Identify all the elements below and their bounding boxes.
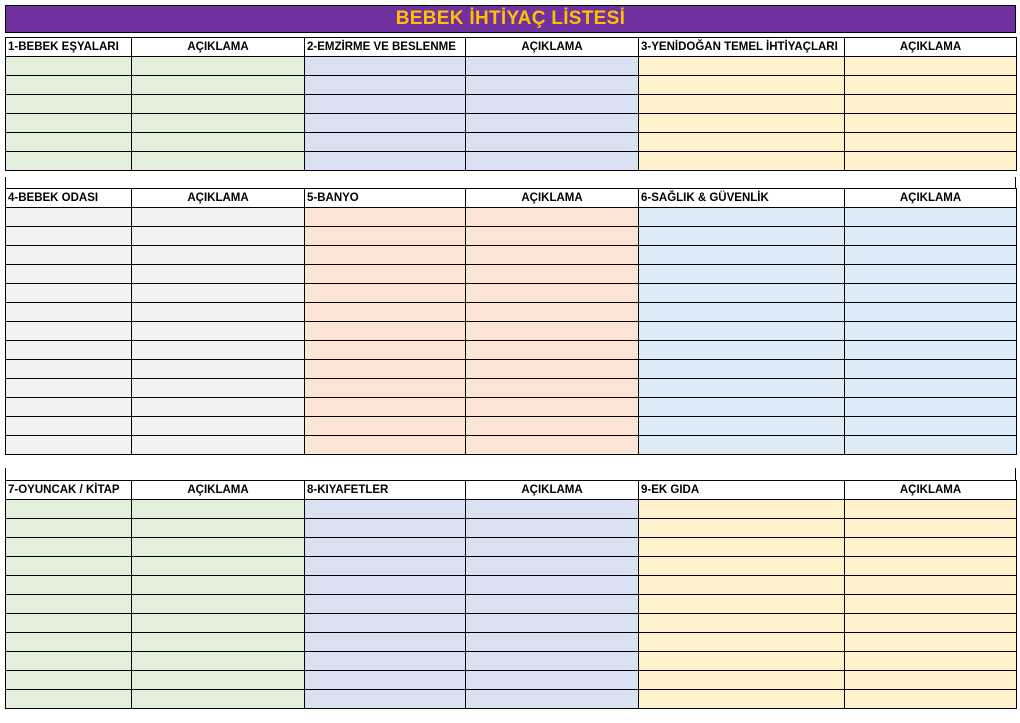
description-cell[interactable] <box>466 633 639 652</box>
block-separator <box>5 468 1016 480</box>
description-cell[interactable] <box>845 614 1017 633</box>
table-row <box>6 417 1017 436</box>
description-header: AÇIKLAMA <box>845 38 1017 57</box>
sheet-title: BEBEK İHTİYAÇ LİSTESİ <box>5 5 1016 33</box>
description-cell[interactable] <box>132 436 305 455</box>
description-cell[interactable] <box>466 671 639 690</box>
item-cell[interactable] <box>305 671 466 690</box>
item-cell[interactable] <box>639 360 845 379</box>
item-cell[interactable] <box>305 95 466 114</box>
item-cell[interactable] <box>639 133 845 152</box>
description-cell[interactable] <box>466 360 639 379</box>
item-cell[interactable] <box>639 398 845 417</box>
description-cell[interactable] <box>845 690 1017 709</box>
description-cell[interactable] <box>132 303 305 322</box>
item-cell[interactable] <box>305 417 466 436</box>
table-row <box>6 690 1017 709</box>
item-cell[interactable] <box>305 538 466 557</box>
item-cell[interactable] <box>305 576 466 595</box>
description-cell[interactable] <box>466 133 639 152</box>
block-header-row <box>6 481 1017 500</box>
description-cell[interactable] <box>845 398 1017 417</box>
table-row <box>6 284 1017 303</box>
description-cell[interactable] <box>845 500 1017 519</box>
description-cell[interactable] <box>845 379 1017 398</box>
item-cell[interactable] <box>305 208 466 227</box>
item-cell[interactable] <box>305 614 466 633</box>
item-cell[interactable] <box>305 265 466 284</box>
description-cell[interactable] <box>466 322 639 341</box>
description-cell[interactable] <box>132 379 305 398</box>
table-row <box>6 322 1017 341</box>
description-cell[interactable] <box>132 500 305 519</box>
description-cell[interactable] <box>845 417 1017 436</box>
category-block-2 <box>5 188 1017 455</box>
item-cell[interactable] <box>6 284 132 303</box>
description-cell[interactable] <box>845 95 1017 114</box>
description-cell[interactable] <box>845 671 1017 690</box>
item-cell[interactable] <box>6 303 132 322</box>
category-header: 9-EK GIDA <box>639 481 845 500</box>
description-header: AÇIKLAMA <box>845 189 1017 208</box>
item-cell[interactable] <box>6 95 132 114</box>
table-row <box>6 519 1017 538</box>
description-cell[interactable] <box>466 519 639 538</box>
description-cell[interactable] <box>845 341 1017 360</box>
table-row <box>6 398 1017 417</box>
item-cell[interactable] <box>639 417 845 436</box>
description-header: AÇIKLAMA <box>845 481 1017 500</box>
description-cell[interactable] <box>466 76 639 95</box>
description-cell[interactable] <box>466 265 639 284</box>
item-cell[interactable] <box>6 246 132 265</box>
item-cell[interactable] <box>639 303 845 322</box>
description-cell[interactable] <box>132 633 305 652</box>
table-row <box>6 114 1017 133</box>
description-cell[interactable] <box>132 538 305 557</box>
description-header: AÇIKLAMA <box>466 38 639 57</box>
category-header: 1-BEBEK EŞYALARI <box>6 38 132 57</box>
table-row <box>6 57 1017 76</box>
description-cell[interactable] <box>132 398 305 417</box>
item-cell[interactable] <box>639 633 845 652</box>
description-cell[interactable] <box>466 246 639 265</box>
table-row <box>6 595 1017 614</box>
description-cell[interactable] <box>132 341 305 360</box>
description-cell[interactable] <box>845 76 1017 95</box>
item-cell[interactable] <box>6 76 132 95</box>
table-row <box>6 576 1017 595</box>
item-cell[interactable] <box>639 519 845 538</box>
item-cell[interactable] <box>305 133 466 152</box>
table-row <box>6 557 1017 576</box>
item-cell[interactable] <box>6 133 132 152</box>
description-header: AÇIKLAMA <box>132 189 305 208</box>
description-cell[interactable] <box>466 614 639 633</box>
item-cell[interactable] <box>6 208 132 227</box>
table-row <box>6 671 1017 690</box>
item-cell[interactable] <box>305 303 466 322</box>
description-cell[interactable] <box>845 303 1017 322</box>
description-cell[interactable] <box>132 519 305 538</box>
category-header: 7-OYUNCAK / KİTAP <box>6 481 132 500</box>
category-block-3 <box>5 480 1017 709</box>
description-cell[interactable] <box>845 133 1017 152</box>
item-cell[interactable] <box>6 114 132 133</box>
item-cell[interactable] <box>639 500 845 519</box>
table-row <box>6 152 1017 171</box>
description-cell[interactable] <box>132 114 305 133</box>
table-row <box>6 76 1017 95</box>
item-cell[interactable] <box>6 57 132 76</box>
item-cell[interactable] <box>639 690 845 709</box>
item-cell[interactable] <box>6 690 132 709</box>
item-cell[interactable] <box>639 576 845 595</box>
item-cell[interactable] <box>639 341 845 360</box>
item-cell[interactable] <box>305 500 466 519</box>
description-cell[interactable] <box>466 557 639 576</box>
description-cell[interactable] <box>132 690 305 709</box>
table-row <box>6 436 1017 455</box>
description-cell[interactable] <box>845 519 1017 538</box>
category-header: 2-EMZİRME VE BESLENME <box>305 38 466 57</box>
category-header: 8-KIYAFETLER <box>305 481 466 500</box>
item-cell[interactable] <box>6 576 132 595</box>
item-cell[interactable] <box>639 284 845 303</box>
item-cell[interactable] <box>639 614 845 633</box>
description-cell[interactable] <box>132 595 305 614</box>
category-header: 5-BANYO <box>305 189 466 208</box>
description-cell[interactable] <box>132 57 305 76</box>
table-row <box>6 208 1017 227</box>
table-row <box>6 360 1017 379</box>
item-cell[interactable] <box>305 398 466 417</box>
item-cell[interactable] <box>6 500 132 519</box>
item-cell[interactable] <box>639 246 845 265</box>
description-cell[interactable] <box>466 114 639 133</box>
description-cell[interactable] <box>845 246 1017 265</box>
description-cell[interactable] <box>845 322 1017 341</box>
item-cell[interactable] <box>6 614 132 633</box>
description-cell[interactable] <box>132 152 305 171</box>
item-cell[interactable] <box>305 114 466 133</box>
description-cell[interactable] <box>466 57 639 76</box>
category-block-1 <box>5 37 1017 171</box>
description-cell[interactable] <box>132 246 305 265</box>
description-cell[interactable] <box>466 208 639 227</box>
description-cell[interactable] <box>845 152 1017 171</box>
item-cell[interactable] <box>305 152 466 171</box>
description-cell[interactable] <box>845 633 1017 652</box>
item-cell[interactable] <box>305 360 466 379</box>
item-cell[interactable] <box>305 436 466 455</box>
item-cell[interactable] <box>6 633 132 652</box>
category-header: 4-BEBEK ODASI <box>6 189 132 208</box>
item-cell[interactable] <box>305 322 466 341</box>
block-header-row <box>6 38 1017 57</box>
description-cell[interactable] <box>466 500 639 519</box>
description-cell[interactable] <box>132 208 305 227</box>
item-cell[interactable] <box>305 557 466 576</box>
description-cell[interactable] <box>466 95 639 114</box>
item-cell[interactable] <box>6 538 132 557</box>
table-row <box>6 303 1017 322</box>
table-row <box>6 341 1017 360</box>
description-cell[interactable] <box>132 322 305 341</box>
description-cell[interactable] <box>466 576 639 595</box>
description-cell[interactable] <box>132 227 305 246</box>
table-row <box>6 95 1017 114</box>
item-cell[interactable] <box>639 76 845 95</box>
description-cell[interactable] <box>132 95 305 114</box>
description-cell[interactable] <box>466 303 639 322</box>
item-cell[interactable] <box>305 379 466 398</box>
description-cell[interactable] <box>845 227 1017 246</box>
item-cell[interactable] <box>6 436 132 455</box>
description-header: AÇIKLAMA <box>466 481 639 500</box>
description-cell[interactable] <box>466 379 639 398</box>
description-cell[interactable] <box>132 284 305 303</box>
description-cell[interactable] <box>132 614 305 633</box>
description-cell[interactable] <box>466 538 639 557</box>
item-cell[interactable] <box>6 671 132 690</box>
description-cell[interactable] <box>132 360 305 379</box>
item-cell[interactable] <box>6 519 132 538</box>
block-header-row <box>6 189 1017 208</box>
item-cell[interactable] <box>639 538 845 557</box>
category-header: 6-SAĞLIK & GÜVENLİK <box>639 189 845 208</box>
description-cell[interactable] <box>466 436 639 455</box>
description-cell[interactable] <box>132 265 305 284</box>
description-cell[interactable] <box>132 671 305 690</box>
item-cell[interactable] <box>639 152 845 171</box>
table-row <box>6 500 1017 519</box>
description-cell[interactable] <box>466 595 639 614</box>
item-cell[interactable] <box>639 227 845 246</box>
description-cell[interactable] <box>132 576 305 595</box>
item-cell[interactable] <box>6 595 132 614</box>
item-cell[interactable] <box>305 246 466 265</box>
description-header: AÇIKLAMA <box>132 481 305 500</box>
item-cell[interactable] <box>6 341 132 360</box>
description-cell[interactable] <box>845 538 1017 557</box>
description-cell[interactable] <box>466 284 639 303</box>
description-cell[interactable] <box>466 417 639 436</box>
description-cell[interactable] <box>132 76 305 95</box>
item-cell[interactable] <box>305 690 466 709</box>
table-row <box>6 246 1017 265</box>
item-cell[interactable] <box>639 436 845 455</box>
description-cell[interactable] <box>845 595 1017 614</box>
item-cell[interactable] <box>639 114 845 133</box>
item-cell[interactable] <box>6 152 132 171</box>
description-cell[interactable] <box>132 652 305 671</box>
description-cell[interactable] <box>845 652 1017 671</box>
table-row <box>6 227 1017 246</box>
description-cell[interactable] <box>466 341 639 360</box>
description-header: AÇIKLAMA <box>466 189 639 208</box>
table-row <box>6 133 1017 152</box>
description-cell[interactable] <box>845 57 1017 76</box>
description-cell[interactable] <box>845 360 1017 379</box>
table-row <box>6 538 1017 557</box>
category-header: 3-YENİDOĞAN TEMEL İHTİYAÇLARI <box>639 38 845 57</box>
item-cell[interactable] <box>305 519 466 538</box>
item-cell[interactable] <box>639 208 845 227</box>
item-cell[interactable] <box>6 652 132 671</box>
description-cell[interactable] <box>132 133 305 152</box>
block-separator <box>5 177 1016 188</box>
description-cell[interactable] <box>845 576 1017 595</box>
item-cell[interactable] <box>639 652 845 671</box>
description-cell[interactable] <box>466 152 639 171</box>
description-cell[interactable] <box>132 417 305 436</box>
item-cell[interactable] <box>6 322 132 341</box>
item-cell[interactable] <box>6 417 132 436</box>
item-cell[interactable] <box>6 265 132 284</box>
item-cell[interactable] <box>305 284 466 303</box>
description-cell[interactable] <box>466 690 639 709</box>
item-cell[interactable] <box>639 95 845 114</box>
item-cell[interactable] <box>305 652 466 671</box>
item-cell[interactable] <box>305 227 466 246</box>
description-cell[interactable] <box>132 557 305 576</box>
description-cell[interactable] <box>466 227 639 246</box>
description-cell[interactable] <box>845 557 1017 576</box>
description-header: AÇIKLAMA <box>132 38 305 57</box>
item-cell[interactable] <box>305 76 466 95</box>
item-cell[interactable] <box>6 360 132 379</box>
item-cell[interactable] <box>305 633 466 652</box>
table-row <box>6 614 1017 633</box>
item-cell[interactable] <box>639 57 845 76</box>
table-row <box>6 652 1017 671</box>
table-row <box>6 633 1017 652</box>
item-cell[interactable] <box>305 341 466 360</box>
item-cell[interactable] <box>639 671 845 690</box>
table-row <box>6 265 1017 284</box>
description-cell[interactable] <box>845 436 1017 455</box>
item-cell[interactable] <box>6 398 132 417</box>
description-cell[interactable] <box>845 265 1017 284</box>
description-cell[interactable] <box>466 652 639 671</box>
item-cell[interactable] <box>639 557 845 576</box>
item-cell[interactable] <box>639 595 845 614</box>
item-cell[interactable] <box>305 595 466 614</box>
description-cell[interactable] <box>845 284 1017 303</box>
item-cell[interactable] <box>6 379 132 398</box>
item-cell[interactable] <box>639 379 845 398</box>
item-cell[interactable] <box>6 557 132 576</box>
item-cell[interactable] <box>6 227 132 246</box>
table-row <box>6 379 1017 398</box>
description-cell[interactable] <box>845 114 1017 133</box>
description-cell[interactable] <box>466 398 639 417</box>
description-cell[interactable] <box>845 208 1017 227</box>
item-cell[interactable] <box>639 265 845 284</box>
item-cell[interactable] <box>639 322 845 341</box>
item-cell[interactable] <box>305 57 466 76</box>
